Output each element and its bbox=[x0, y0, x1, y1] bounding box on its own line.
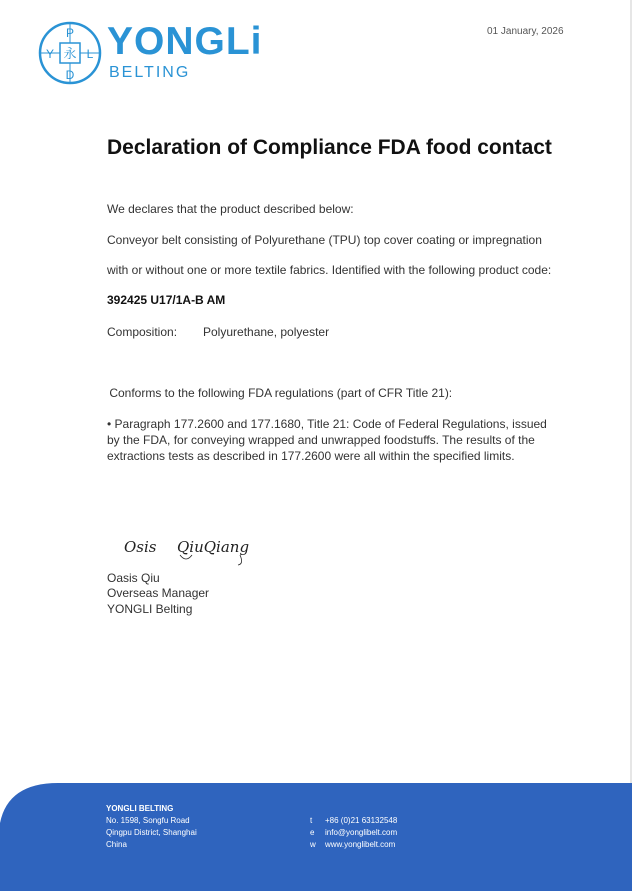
svg-text:Osis: Osis bbox=[124, 538, 157, 556]
intro-text: We declares that the product described below: bbox=[107, 202, 354, 216]
document-title: Declaration of Compliance FDA food contact bbox=[107, 136, 552, 159]
logo-letter-top: P bbox=[65, 26, 75, 40]
signer-title: Overseas Manager bbox=[107, 586, 210, 600]
logo-letter-bottom: D bbox=[65, 68, 75, 82]
footer-background bbox=[0, 775, 632, 891]
composition-value: Polyurethane, polyester bbox=[203, 325, 330, 339]
composition-label: Composition: bbox=[107, 325, 178, 339]
logo-mark-icon bbox=[37, 20, 103, 86]
description-line-2: with or without one or more textile fabrics. Identified with the following product code: bbox=[107, 263, 552, 277]
footer-address-line-3: China bbox=[106, 840, 127, 849]
handwritten-signature bbox=[122, 533, 272, 567]
footer-web-label: w bbox=[310, 840, 316, 849]
footer-address-line-1: No. 1598, Songfu Road bbox=[106, 816, 190, 825]
page-footer bbox=[0, 775, 632, 891]
brand-name: YONGLi bbox=[107, 20, 263, 63]
logo-letter-left: Y bbox=[45, 47, 55, 61]
conforms-heading: Conforms to the following FDA regulations (part of CFR Title 21): bbox=[106, 386, 453, 400]
logo-letter-right: L bbox=[86, 47, 94, 61]
regulation-paragraph: • Paragraph 177.2600 and 177.1680, Title 21: Code of Federal Regulations, issued by the FDA, for conveying wrapped and unwrapped foodstuffs. The results of the extractions tests as described in 177.2600 were all within the specified limits. bbox=[107, 417, 547, 463]
logo-letter-center: 永 bbox=[63, 47, 77, 62]
footer-phone-label: t bbox=[310, 816, 313, 825]
footer-company: YONGLI BELTING bbox=[106, 804, 174, 813]
footer-phone[interactable]: +86 (0)21 63132548 bbox=[325, 816, 398, 825]
company-logo bbox=[37, 20, 282, 86]
footer-web-link[interactable]: www.yonglibelt.com bbox=[325, 840, 396, 849]
footer-address-line-2: Qingpu District, Shanghai bbox=[106, 828, 197, 837]
svg-text:QiuQiang: QiuQiang bbox=[177, 538, 250, 556]
product-code: 392425 U17/1A-B AM bbox=[107, 293, 226, 307]
footer-email-link[interactable]: info@yonglibelt.com bbox=[325, 828, 398, 837]
signer-company: YONGLI Belting bbox=[107, 602, 193, 616]
description-line-1: Conveyor belt consisting of Polyurethane (TPU) top cover coating or impregnation bbox=[107, 233, 542, 247]
brand-subtitle: BELTING bbox=[109, 64, 191, 81]
signer-name: Oasis Qiu bbox=[107, 571, 160, 585]
document-date: 01 January, 2026 bbox=[487, 26, 564, 37]
footer-email-label: e bbox=[310, 828, 315, 837]
